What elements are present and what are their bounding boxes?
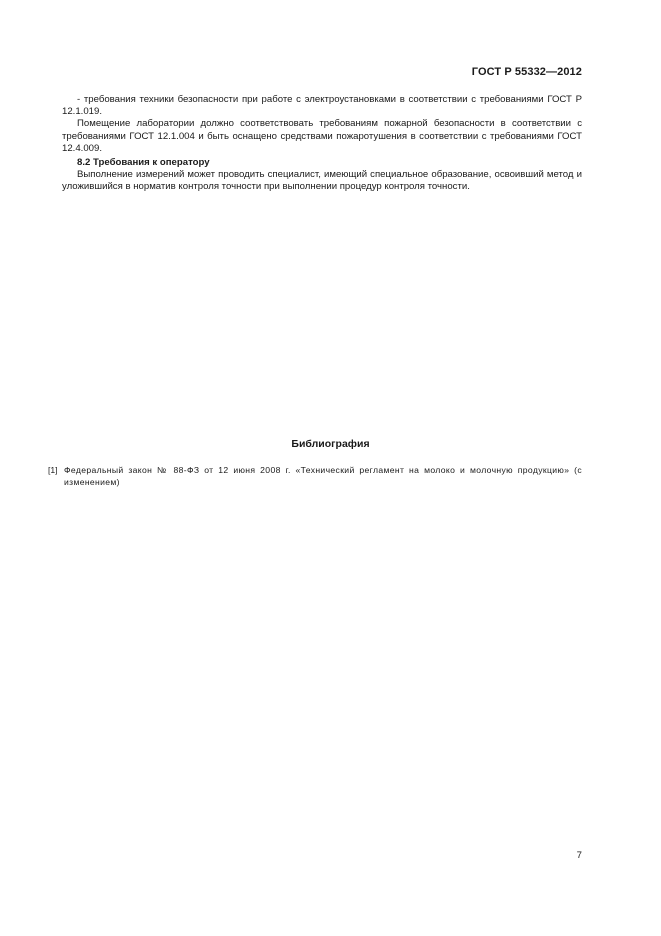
- section-heading-operator: 8.2 Требования к оператору: [77, 157, 210, 169]
- paragraph-safety-electrical: - требования техники безопасности при работе с электроустановками в соответствии с требованиями ГОСТ Р 12.1.019.: [62, 94, 582, 118]
- main-text: [62, 94, 582, 194]
- bibliography-title: Библиография: [291, 438, 370, 450]
- page-number: 7: [576, 850, 582, 861]
- document-code: ГОСТ Р 55332—2012: [471, 66, 582, 78]
- paragraph-operator: Выполнение измерений может проводить специалист, имеющий специальное образование, освоивший метод и уложившийся в норматив контроля точности при выполнении процедур контроля точности.: [62, 169, 582, 193]
- bibliography-entry-text: Федеральный закон № 88-ФЗ от 12 июня 2008 г. «Технический регламент на молоко и молочную продукцию» (с изменением): [64, 465, 582, 488]
- paragraph-fire-safety: Помещение лаборатории должно соответствовать требованиям пожарной безопасности в соответствии с требованиями ГОСТ 12.1.004 и быть оснащено средствами пожаротушения в соответствии с требованиями ГОСТ 12.4.009.: [62, 118, 582, 154]
- bibliography-entry: [48, 464, 582, 488]
- bibliography-entry-number: [1]: [48, 465, 58, 475]
